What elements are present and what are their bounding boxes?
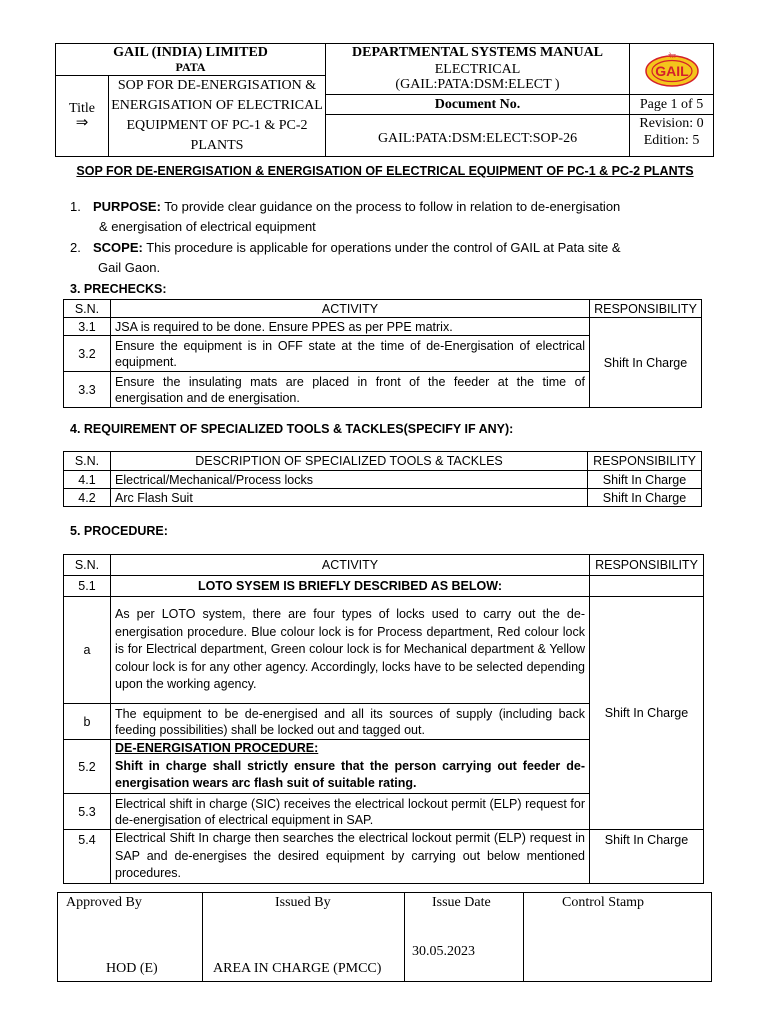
svg-text:GAIL: GAIL bbox=[654, 63, 689, 80]
row-sn: 5.3 bbox=[64, 794, 111, 830]
table-row bbox=[64, 597, 704, 704]
col-activity: ACTIVITY bbox=[111, 555, 590, 576]
gail-logo-icon bbox=[643, 49, 701, 89]
issue-date-cell bbox=[405, 893, 524, 982]
issued-label: Issued By bbox=[275, 895, 331, 910]
scope-label: SCOPE: bbox=[93, 240, 143, 255]
control-stamp-cell bbox=[524, 893, 712, 982]
approved-label: Approved By bbox=[66, 895, 142, 910]
purpose-text: To provide clear guidance on the process to follow in relation to de-energisation bbox=[160, 199, 621, 214]
row-responsibility: Shift In Charge bbox=[588, 471, 702, 489]
table-row bbox=[64, 471, 702, 489]
col-sn: S.N. bbox=[64, 300, 111, 318]
row-sn: 3.2 bbox=[64, 336, 111, 372]
row-responsibility: Shift In Charge bbox=[588, 489, 702, 507]
title-text-cell bbox=[109, 76, 326, 157]
title-label: Title bbox=[69, 101, 95, 116]
procedure-table bbox=[63, 554, 704, 884]
de-energisation-text: Shift in charge shall strictly ensure that the person carrying out feeder de-energisation wears arc flash suit of suitable rating. bbox=[115, 758, 585, 791]
title-arrow-icon: ⇒ bbox=[75, 115, 89, 131]
col-sn: S.N. bbox=[64, 452, 111, 471]
tools-table bbox=[63, 451, 702, 507]
issue-date-value: 30.05.2023 bbox=[412, 944, 475, 959]
approved-cell bbox=[58, 893, 203, 982]
manual-title: DEPARTMENTAL SYSTEMS MANUAL bbox=[352, 45, 604, 60]
revision-edition-cell bbox=[630, 114, 714, 156]
table-row bbox=[64, 318, 702, 336]
row-responsibility: Shift In Charge bbox=[590, 597, 704, 830]
issued-value: AREA IN CHARGE (PMCC) bbox=[213, 961, 382, 976]
row-activity: As per LOTO system, there are four types of locks used to carry out the de-energisation procedure. Blue colour lock is for Process department, Red colour lock is for Electrical department, Green colour lock is for Mechanical department & Yellow colour lock is for any other agency. Accordingly, locks have to be selected depending upon the working agency. bbox=[111, 597, 590, 704]
row-activity: Electrical shift in charge (SIC) receives the electrical lockout permit (ELP) request for de-energisation of electrical equipment in SAP. bbox=[111, 794, 590, 830]
table-row bbox=[64, 489, 702, 507]
de-energisation-heading: DE-ENERGISATION PROCEDURE: bbox=[115, 741, 319, 756]
row-sn: 4.2 bbox=[64, 489, 111, 507]
col-activity: ACTIVITY bbox=[111, 300, 590, 318]
scope-text: This procedure is applicable for operations under the control of GAIL at Pata site & bbox=[142, 240, 621, 255]
company-name: GAIL (INDIA) LIMITED bbox=[113, 45, 268, 60]
row-responsibility-empty bbox=[590, 576, 704, 597]
document-footer bbox=[57, 892, 712, 982]
col-description: DESCRIPTION OF SPECIALIZED TOOLS & TACKLES bbox=[111, 452, 588, 471]
revision: Revision: 0 bbox=[639, 115, 704, 131]
row-activity: The equipment to be de-energised and all its sources of supply (including back feeding possibilities) shall be locked out and tagged out. bbox=[111, 704, 590, 740]
row-activity: Ensure the equipment is in OFF state at the time of de-Energisation of electrical equipment. bbox=[111, 336, 590, 372]
manual-cell bbox=[326, 44, 630, 95]
col-responsibility: RESPONSIBILITY bbox=[590, 300, 702, 318]
approved-value: HOD (E) bbox=[106, 961, 158, 976]
logo-cell bbox=[630, 44, 714, 95]
edition: Edition: 5 bbox=[643, 132, 700, 148]
row-sn: b bbox=[64, 704, 111, 740]
scope-text-cont: Gail Gaon. bbox=[98, 260, 161, 275]
row-responsibility: Shift In Charge bbox=[590, 830, 704, 884]
row-sn: 5.1 bbox=[64, 576, 111, 597]
row-sn: 5.2 bbox=[64, 740, 111, 794]
page-number: Page 1 of 5 bbox=[630, 95, 714, 114]
document-title: SOP FOR DE-ENERGISATION & ENERGISATION OF ELECTRICAL EQUIPMENT OF PC-1 & PC-2 PLANTS bbox=[76, 164, 694, 178]
row-activity: JSA is required to be done. Ensure PPES as per PPE matrix. bbox=[111, 318, 590, 336]
row-sn: a bbox=[64, 597, 111, 704]
row-responsibility: Shift In Charge bbox=[590, 318, 702, 408]
purpose-section bbox=[70, 197, 710, 237]
manual-department: ELECTRICAL bbox=[434, 62, 521, 77]
svg-text:गेल: गेल bbox=[667, 53, 676, 61]
docno-value: GAIL:PATA:DSM:ELECT:SOP-26 bbox=[326, 114, 630, 156]
col-responsibility: RESPONSIBILITY bbox=[588, 452, 702, 471]
title-label-cell bbox=[56, 76, 109, 157]
scope-section bbox=[70, 238, 710, 278]
procedure-heading: 5. PROCEDURE: bbox=[70, 524, 168, 538]
prechecks-heading: 3. PRECHECKS: bbox=[70, 282, 167, 296]
row-sn: 3.3 bbox=[64, 372, 111, 408]
title-text: SOP FOR DE-ENERGISATION & ENERGISATION OF ELECTRICAL EQUIPMENT OF PC-1 & PC-2 PLANTS bbox=[111, 78, 323, 153]
site-name: PATA bbox=[175, 60, 206, 74]
issued-cell bbox=[203, 893, 405, 982]
purpose-text-cont: & energisation of electrical equipment bbox=[99, 219, 316, 234]
purpose-label: PURPOSE: bbox=[93, 199, 161, 214]
row-sn: 3.1 bbox=[64, 318, 111, 336]
row-activity bbox=[111, 740, 590, 794]
table-row bbox=[64, 830, 704, 884]
row-sn: 5.4 bbox=[64, 830, 111, 884]
manual-code: (GAIL:PATA:DSM:ELECT ) bbox=[395, 77, 560, 92]
purpose-number: 1. bbox=[70, 199, 81, 214]
docno-label: Document No. bbox=[326, 95, 630, 114]
row-description: Arc Flash Suit bbox=[111, 489, 588, 507]
control-stamp-label: Control Stamp bbox=[562, 895, 645, 910]
prechecks-table bbox=[63, 299, 702, 408]
row-activity: LOTO SYSEM IS BRIEFLY DESCRIBED AS BELOW: bbox=[111, 576, 590, 597]
scope-number: 2. bbox=[70, 240, 81, 255]
col-sn: S.N. bbox=[64, 555, 111, 576]
row-activity: Ensure the insulating mats are placed in front of the feeder at the time of energisation and de energisation. bbox=[111, 372, 590, 408]
company-cell bbox=[56, 44, 326, 76]
row-description: Electrical/Mechanical/Process locks bbox=[111, 471, 588, 489]
col-responsibility: RESPONSIBILITY bbox=[590, 555, 704, 576]
table-row bbox=[64, 576, 704, 597]
row-activity: Electrical Shift In charge then searches the electrical lockout permit (ELP) request in SAP and de-energises the desired equipment by carrying out below mentioned procedures. bbox=[111, 830, 590, 884]
gail-logo bbox=[630, 49, 713, 89]
row-sn: 4.1 bbox=[64, 471, 111, 489]
issue-date-label: Issue Date bbox=[432, 895, 491, 910]
tools-heading: 4. REQUIREMENT OF SPECIALIZED TOOLS & TACKLES(SPECIFY IF ANY): bbox=[70, 422, 514, 436]
document-header bbox=[55, 43, 714, 157]
